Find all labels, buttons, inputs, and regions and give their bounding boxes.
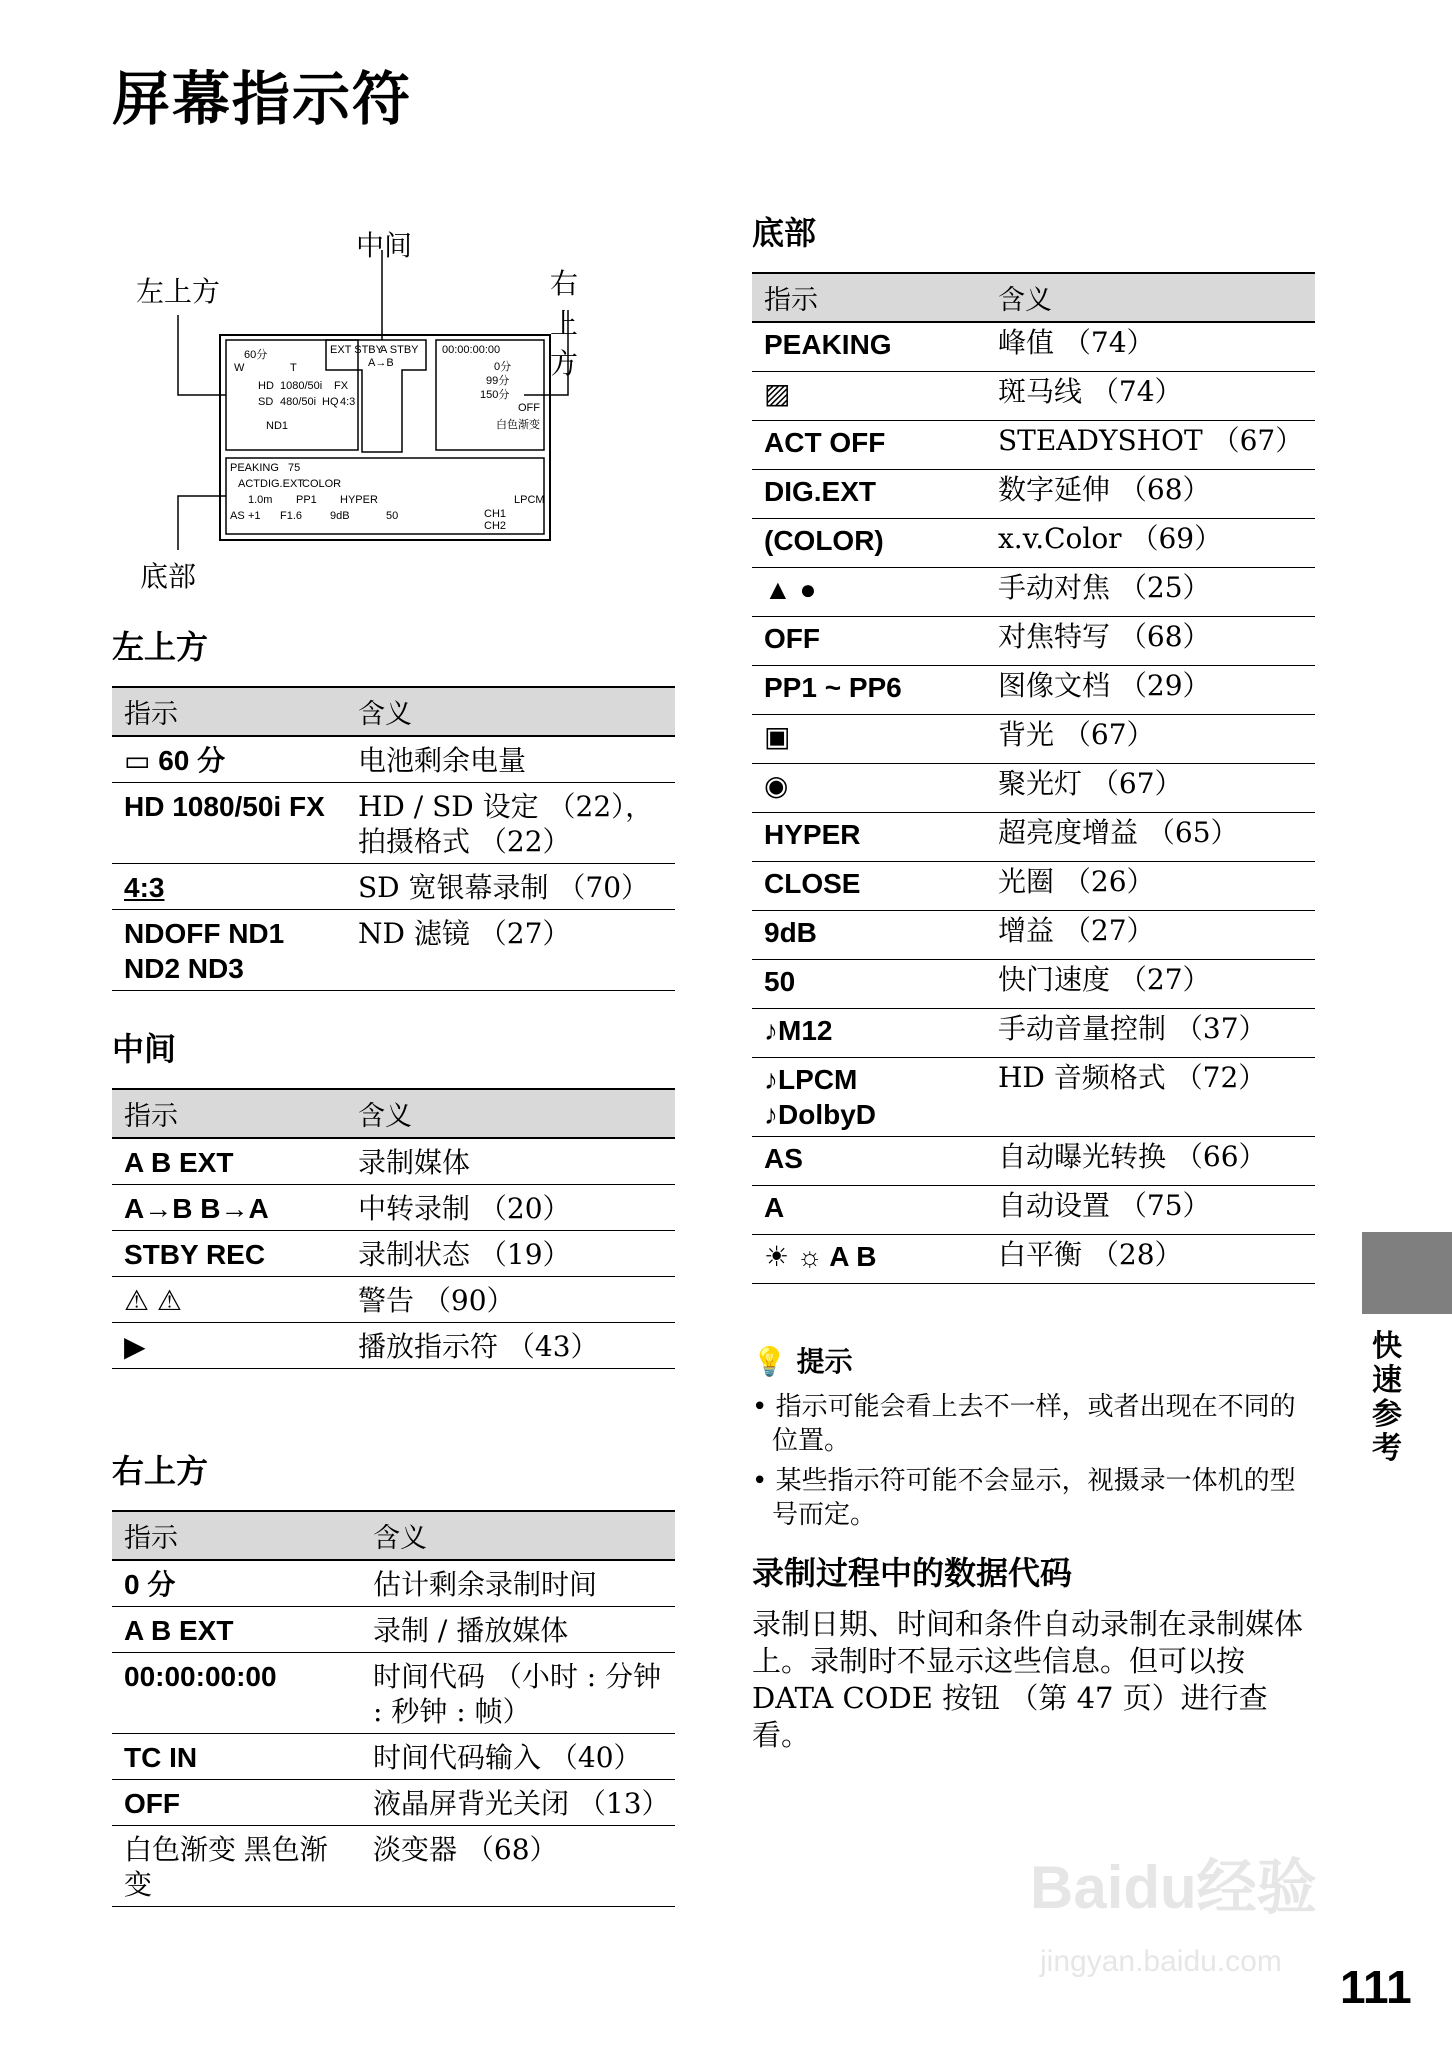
screen-shutter: 50 <box>386 510 399 522</box>
section-top-left <box>112 622 675 991</box>
indicator-meaning: 警告 （90） <box>346 1277 675 1323</box>
page-number: 111 <box>1340 1961 1412 2013</box>
indicator-meaning: 增益 （27） <box>986 911 1315 960</box>
table-row <box>112 1826 675 1907</box>
indicator-symbol: ▣ <box>752 715 986 764</box>
screen-stby2: A STBY <box>380 344 419 356</box>
indicator-meaning: 图像文档 （29） <box>986 666 1315 715</box>
indicator-symbol: ACT OFF <box>752 421 986 470</box>
table-row <box>112 1185 675 1231</box>
col-header-meaning: 含义 <box>346 687 675 736</box>
indicator-meaning: 对焦特写 （68） <box>986 617 1315 666</box>
screen-battery: 60分 <box>244 349 268 361</box>
table-row <box>752 862 1315 911</box>
indicator-symbol: A B EXT <box>112 1607 361 1653</box>
indicator-meaning: 峰值 （74） <box>986 322 1315 372</box>
screen-fnum: F1.6 <box>280 510 303 522</box>
watermark-logo: Baidu经验 <box>1030 1854 1317 1921</box>
tip-text: 指示可能会看上去不一样，或者出现在不同的位置。 <box>772 1392 1296 1456</box>
col-header-indicator: 指示 <box>112 1511 361 1560</box>
screen-zebra: 75 <box>288 462 301 474</box>
section-heading: 底部 <box>752 214 817 252</box>
indicator-meaning: 录制状态 （19） <box>346 1231 675 1277</box>
indicator-symbol: DIG.EXT <box>752 470 986 519</box>
col-header-meaning: 含义 <box>361 1511 675 1560</box>
col-header-meaning: 含义 <box>986 273 1315 322</box>
indicator-table <box>112 1088 675 1369</box>
screen-ch1: CH1 <box>484 508 507 520</box>
table-row <box>752 568 1315 617</box>
indicator-symbol: PP1 ~ PP6 <box>752 666 986 715</box>
indicator-symbol: 白色渐变 黑色渐变 <box>112 1826 361 1907</box>
screen-fmt1: 1080/50i <box>280 380 323 392</box>
indicator-meaning: 数字延伸 （68） <box>986 470 1315 519</box>
screen-fx: FX <box>334 380 349 392</box>
indicator-meaning: 录制 / 播放媒体 <box>361 1607 675 1653</box>
screen-pp: PP1 <box>296 494 317 506</box>
indicator-meaning: 液晶屏背光关闭 （13） <box>361 1780 675 1826</box>
screen-timecode: 00:00:00:00 <box>442 344 501 356</box>
indicator-symbol: STBY REC <box>112 1231 346 1277</box>
section-top-right <box>112 1446 675 1907</box>
indicator-symbol: ▨ <box>752 372 986 421</box>
record-data-section <box>752 1548 1307 1754</box>
indicator-symbol: 00:00:00:00 <box>112 1653 361 1734</box>
screen-ratio: 4:3 <box>340 396 356 408</box>
col-header-meaning: 含义 <box>346 1089 675 1138</box>
screen-hq: HQ <box>322 396 339 408</box>
indicator-symbol: NDOFF ND1 ND2 ND3 <box>112 910 346 991</box>
table-row <box>752 1009 1315 1058</box>
indicator-meaning: 时间代码 （小时 : 分钟 : 秒钟 : 帧） <box>361 1653 675 1734</box>
screen-act: ACT <box>238 478 260 490</box>
screen-arrow: A→B <box>368 357 394 369</box>
indicator-symbol: A B EXT <box>112 1138 346 1185</box>
table-row <box>752 519 1315 568</box>
tips-title: 提示 <box>796 1345 853 1378</box>
table-row <box>752 1186 1315 1235</box>
indicator-symbol: ▶ <box>112 1323 346 1369</box>
indicator-symbol: HYPER <box>752 813 986 862</box>
indicator-symbol: 0 分 <box>112 1560 361 1607</box>
tip-item: • 某些指示符可能不会显示，视摄录一体机的型号而定。 <box>752 1466 1296 1530</box>
table-row <box>752 666 1315 715</box>
screen-stby1: EXT STBY <box>330 344 383 356</box>
indicator-meaning: 超亮度增益 （65） <box>986 813 1315 862</box>
indicator-meaning: 手动音量控制 （37） <box>986 1009 1315 1058</box>
table-row <box>752 470 1315 519</box>
indicator-meaning: 快门速度 （27） <box>986 960 1315 1009</box>
indicator-symbol: HD 1080/50i FX <box>112 783 346 864</box>
indicator-table <box>752 272 1315 1284</box>
side-tab-marker <box>1362 1232 1452 1314</box>
indicator-symbol: AS <box>752 1137 986 1186</box>
indicator-meaning: 录制媒体 <box>346 1138 675 1185</box>
table-row <box>112 783 675 864</box>
screen-digext: DIG.EXT <box>260 478 305 490</box>
indicator-meaning: 自动设置 （75） <box>986 1186 1315 1235</box>
screen-sd: SD <box>258 396 274 408</box>
indicator-meaning: HD / SD 设定 （22），拍摄格式 （22） <box>346 783 675 864</box>
indicator-meaning: ND 滤镜 （27） <box>346 910 675 991</box>
indicator-symbol: 4:3 <box>112 864 346 910</box>
screen-peaking: PEAKING <box>230 462 279 474</box>
screen-off: OFF <box>518 402 540 414</box>
table-row <box>112 864 675 910</box>
section-heading: 中间 <box>112 1030 177 1068</box>
indicator-symbol: OFF <box>112 1780 361 1826</box>
indicator-symbol: PEAKING <box>752 322 986 372</box>
screen-lpcm: LPCM <box>514 494 545 506</box>
indicator-symbol: ♪LPCM ♪DolbyD <box>752 1058 986 1137</box>
record-data-body: 录制日期、时间和条件自动录制在录制媒体上。录制时不显示这些信息。但可以按 DATA CODE 按钮 （第 47 页）进行查看。 <box>752 1607 1304 1752</box>
table-row <box>112 1780 675 1826</box>
diagram-label-bottom: 底部 <box>140 560 197 593</box>
screen-hyper: HYPER <box>340 494 378 506</box>
indicator-meaning: x.v.Color （69） <box>986 519 1315 568</box>
lightbulb-icon: 💡 <box>752 1345 787 1378</box>
table-row <box>112 1734 675 1780</box>
indicator-meaning: 中转录制 （20） <box>346 1185 675 1231</box>
screen-dist: 1.0m <box>248 494 273 506</box>
table-row <box>752 1058 1315 1137</box>
table-row <box>752 421 1315 470</box>
table-row <box>752 715 1315 764</box>
table-row <box>752 960 1315 1009</box>
indicator-meaning: 估计剩余录制时间 <box>361 1560 675 1607</box>
side-tab-label: 快速参考 <box>1372 1329 1402 1466</box>
table-row <box>112 1653 675 1734</box>
indicator-meaning: 白平衡 （28） <box>986 1235 1315 1284</box>
table-row <box>752 1235 1315 1284</box>
table-row <box>752 1137 1315 1186</box>
screen-gain: 9dB <box>330 510 350 522</box>
indicator-symbol: A→B B→A <box>112 1185 346 1231</box>
indicator-symbol: CLOSE <box>752 862 986 911</box>
table-row <box>752 372 1315 421</box>
diagram-label-top-left: 左上方 <box>136 275 221 308</box>
col-header-indicator: 指示 <box>112 687 346 736</box>
screen-w: W <box>234 362 245 374</box>
section-middle <box>112 1024 675 1369</box>
diagram-label-middle: 中间 <box>356 229 413 262</box>
indicator-meaning: 电池剩余电量 <box>346 736 675 783</box>
screen-color: COLOR <box>302 478 342 490</box>
section-bottom <box>752 208 1315 1284</box>
table-row <box>112 1231 675 1277</box>
record-data-title: 录制过程中的数据代码 <box>752 1554 1073 1592</box>
table-row <box>112 1323 675 1369</box>
table-row <box>112 1560 675 1607</box>
indicator-meaning: 光圈 （26） <box>986 862 1315 911</box>
screen-diagram <box>130 220 579 593</box>
screen-ch2: CH2 <box>484 520 507 532</box>
screen-fmt2: 480/50i <box>280 396 317 408</box>
table-row <box>112 1607 675 1653</box>
tips-heading <box>752 1340 1312 1380</box>
indicator-meaning: 背光 （67） <box>986 715 1315 764</box>
tips-box <box>752 1340 1312 1532</box>
col-header-indicator: 指示 <box>752 273 986 322</box>
indicator-meaning: 斑马线 （74） <box>986 372 1315 421</box>
indicator-symbol: ▭ 60 分 <box>112 736 346 783</box>
indicator-meaning: STEADYSHOT （67） <box>986 421 1315 470</box>
page-title: 屏幕指示符 <box>112 65 413 133</box>
indicator-meaning: HD 音频格式 （72） <box>986 1058 1315 1137</box>
screen-nd: ND1 <box>266 420 289 432</box>
section-heading: 右上方 <box>112 1452 209 1490</box>
table-row <box>752 322 1315 372</box>
screen-rem3: 150分 <box>480 389 510 401</box>
indicator-symbol: OFF <box>752 617 986 666</box>
indicator-symbol: 9dB <box>752 911 986 960</box>
screen-hd: HD <box>258 380 274 392</box>
indicator-meaning: 手动对焦 （25） <box>986 568 1315 617</box>
screen-t: T <box>290 362 297 374</box>
indicator-table <box>112 686 675 991</box>
screen-ev: +1 <box>248 510 261 522</box>
indicator-symbol: ☀ ☼ A B <box>752 1235 986 1284</box>
indicator-symbol: ⚠ ⚠ <box>112 1277 346 1323</box>
indicator-symbol: (COLOR) <box>752 519 986 568</box>
indicator-meaning: 聚光灯 （67） <box>986 764 1315 813</box>
diagram-label-top-right: 右上方 <box>550 267 579 380</box>
screen-rem1: 0分 <box>494 361 512 373</box>
section-heading: 左上方 <box>112 628 209 666</box>
table-row <box>112 1138 675 1185</box>
indicator-symbol: ♪M12 <box>752 1009 986 1058</box>
indicator-symbol: TC IN <box>112 1734 361 1780</box>
indicator-meaning: SD 宽银幕录制 （70） <box>346 864 675 910</box>
indicator-meaning: 淡变器 （68） <box>361 1826 675 1907</box>
table-row <box>752 911 1315 960</box>
indicator-symbol: ▲ ● <box>752 568 986 617</box>
watermark-url: jingyan.baidu.com <box>1040 1945 1282 1978</box>
indicator-meaning: 时间代码输入 （40） <box>361 1734 675 1780</box>
indicator-meaning: 播放指示符 （43） <box>346 1323 675 1369</box>
indicator-symbol: ◉ <box>752 764 986 813</box>
screen-fade: 白色渐变 <box>496 419 540 431</box>
indicator-symbol: 50 <box>752 960 986 1009</box>
indicator-table <box>112 1510 675 1907</box>
screen-rem2: 99分 <box>486 375 510 387</box>
tip-item: • 指示可能会看上去不一样，或者出现在不同的位置。 <box>752 1392 1296 1456</box>
table-row <box>752 813 1315 862</box>
table-row <box>112 1277 675 1323</box>
screen-as: AS <box>230 510 245 522</box>
table-row <box>112 736 675 783</box>
col-header-indicator: 指示 <box>112 1089 346 1138</box>
tip-text: 某些指示符可能不会显示，视摄录一体机的型号而定。 <box>772 1466 1296 1530</box>
indicator-meaning: 自动曝光转换 （66） <box>986 1137 1315 1186</box>
indicator-symbol: A <box>752 1186 986 1235</box>
table-row <box>752 617 1315 666</box>
table-row <box>752 764 1315 813</box>
table-row <box>112 910 675 991</box>
